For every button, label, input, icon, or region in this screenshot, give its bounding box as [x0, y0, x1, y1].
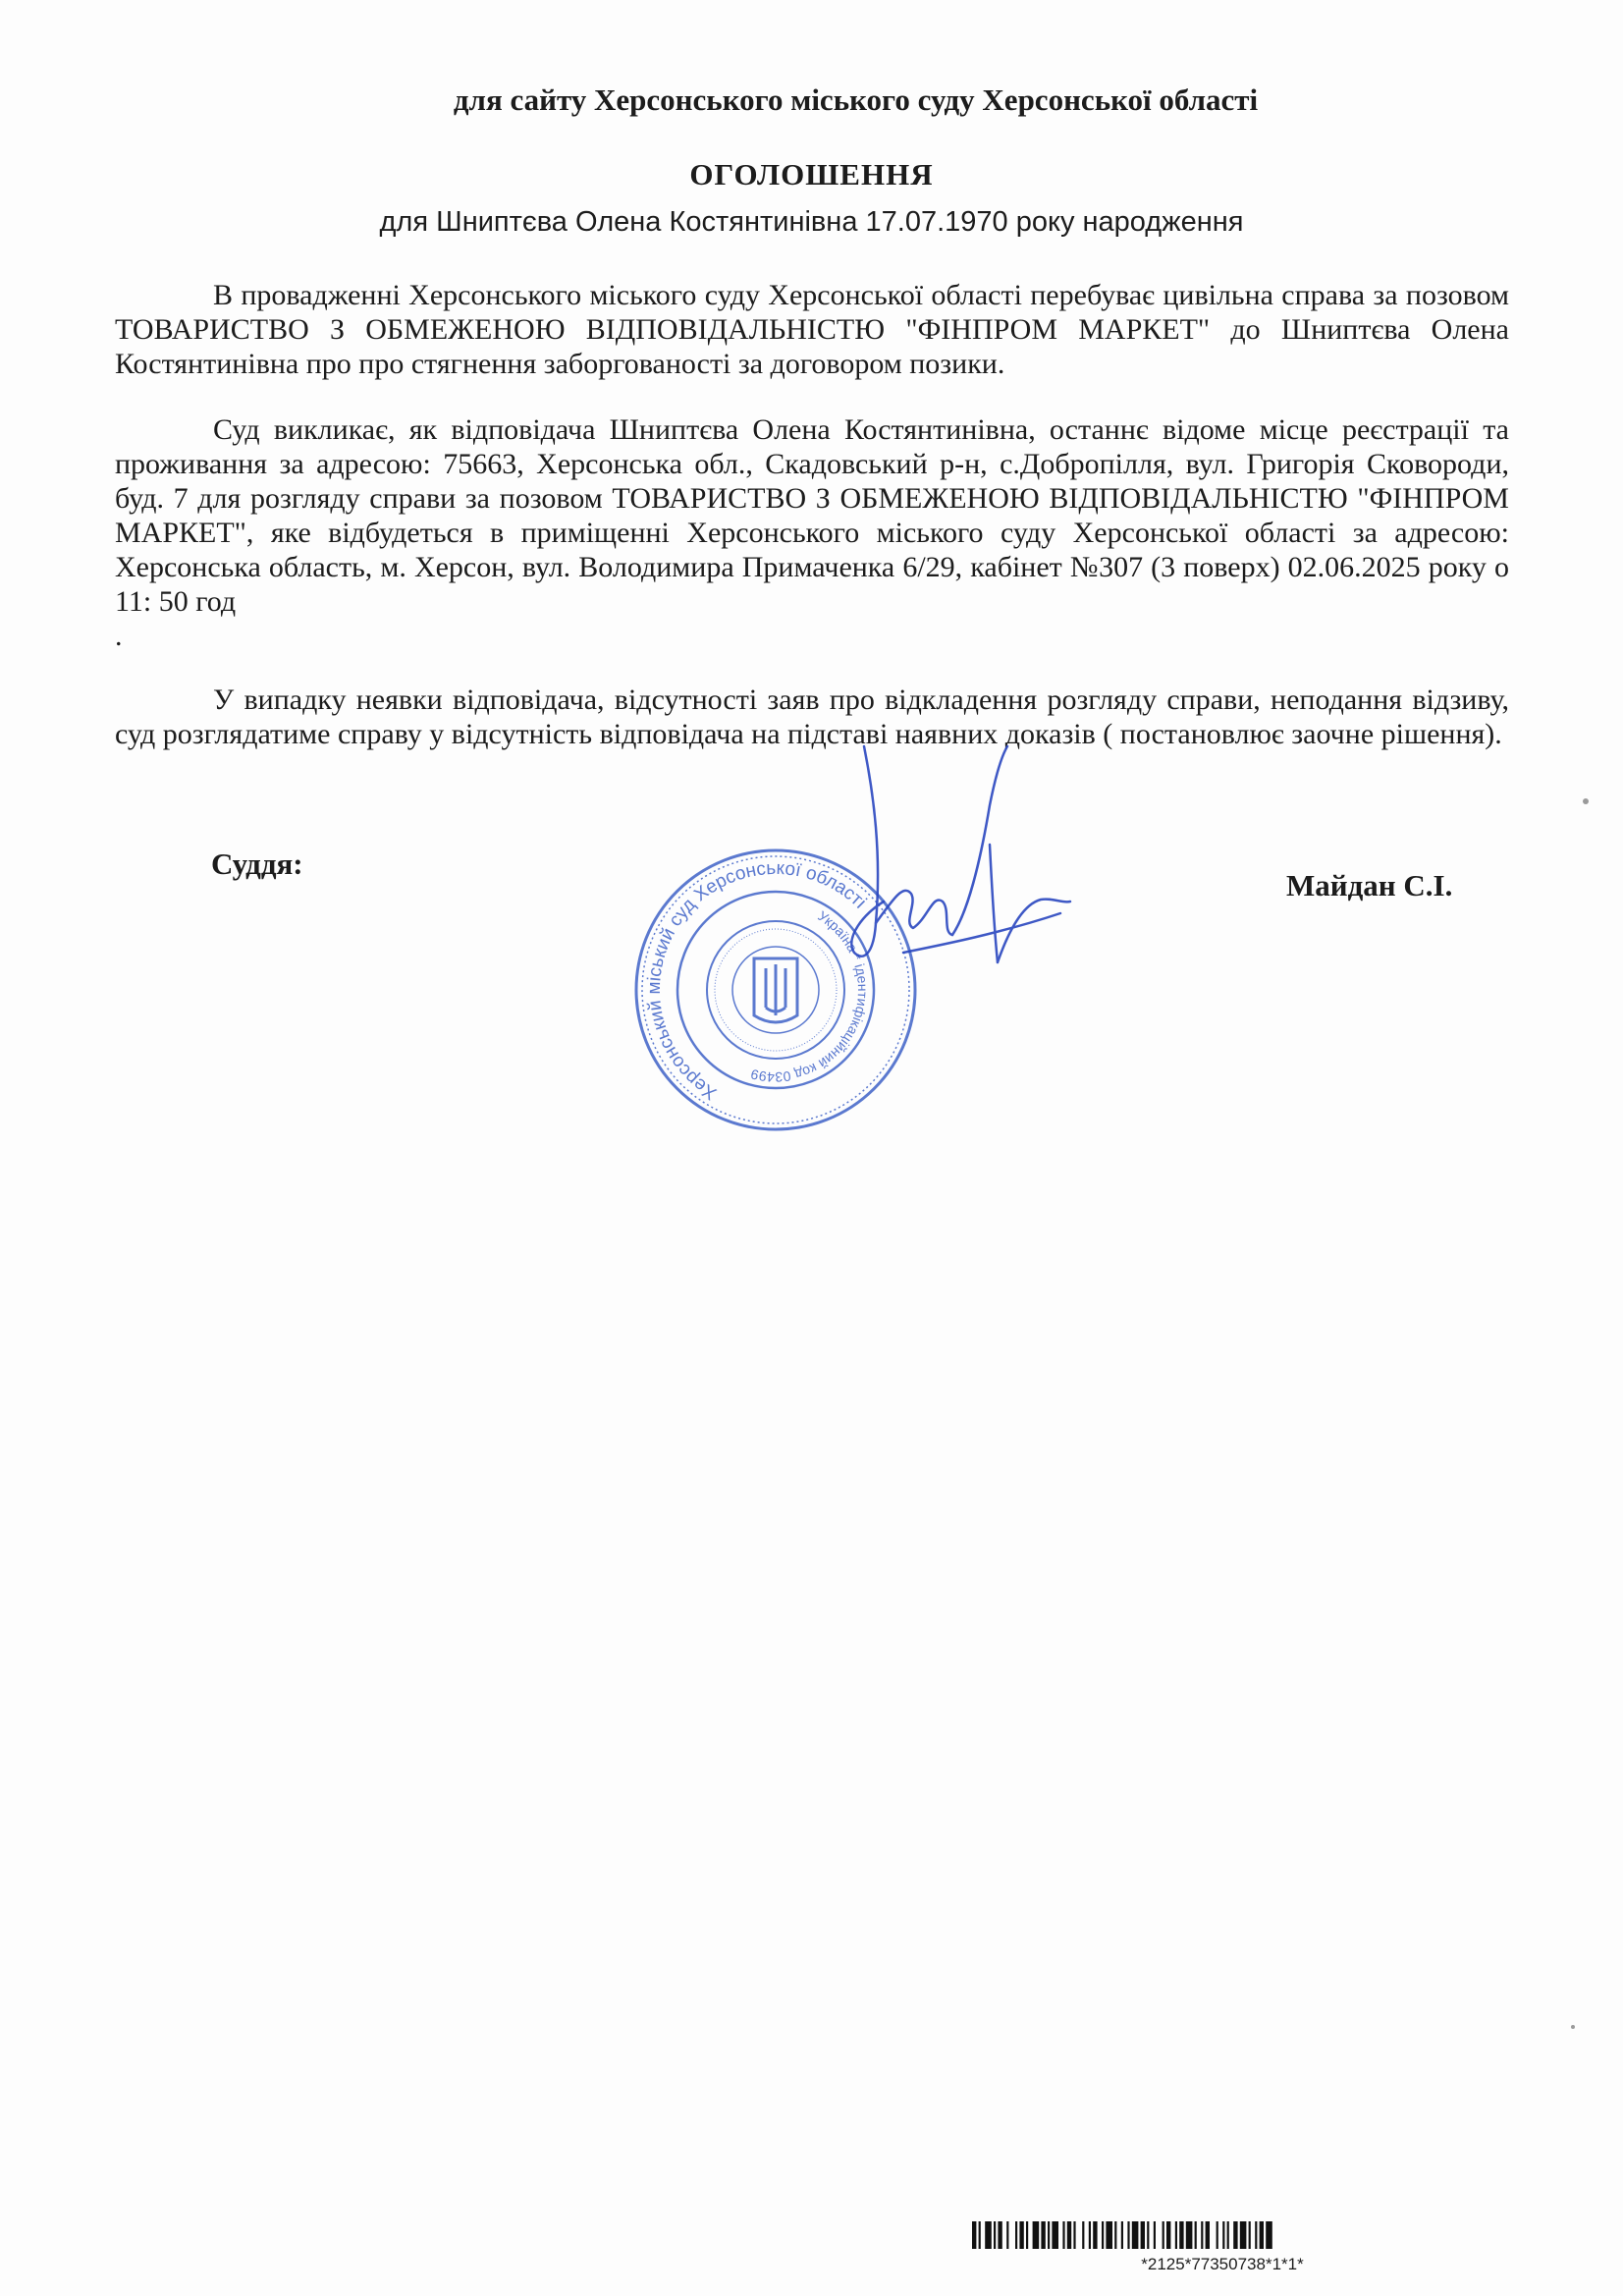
barcode-bar [1102, 2221, 1104, 2249]
barcode-bar [1132, 2221, 1139, 2249]
notice-subtitle: для Шниптєва Олена Костянтинівна 17.07.1970 року народження [379, 206, 1244, 238]
scan-speck [1583, 798, 1589, 804]
barcode-bar [1062, 2221, 1064, 2249]
barcode-bar [972, 2221, 976, 2249]
barcode-bar [1048, 2221, 1050, 2249]
barcode-bar [1166, 2221, 1170, 2249]
barcode-bar [1141, 2221, 1145, 2249]
paragraph-text: У випадку неявки відповідача, відсутності заяв про відкладення розгляду справи, неподання відзиву, суд розглядатиме справу у відсутність відповідача на підставі наявних доказів ( постановлює заочне рішення). [115, 683, 1509, 750]
barcode-bar [1073, 2221, 1075, 2249]
paragraph-text: В провадженні Херсонського міського суду Херсонської області перебуває цивільна справа за позовом ТОВАРИСТВО З ОБМЕЖЕНОЮ ВІДПОВІДАЛЬНІСТЮ "ФІНПРОМ МАРКЕТ" до Шниптєва Олена Костянтинівна про про стягнення заборгованості за договором позики. [115, 279, 1509, 380]
barcode-bar [1082, 2221, 1084, 2249]
barcode-bar [1154, 2221, 1156, 2249]
barcode-bar [1206, 2221, 1210, 2249]
judge-signature [805, 727, 1080, 1021]
scan-speck [1571, 2025, 1575, 2029]
barcode-bar [1227, 2221, 1229, 2249]
barcode-bar [1106, 2221, 1112, 2249]
paragraph-case-info [115, 278, 1509, 381]
barcode-bar [1222, 2221, 1224, 2249]
paragraph-text: Суд викликає, як відповідача Шниптєва Олена Костянтинівна, останнє відоме місце реєстрації та проживання за адресою: 75663, Херсонська обл., Скадовський р-н, с.Добропілля, вул. Григорія Сковороди, буд. 7 для розгляду справи за позовом ТОВАРИСТВО З ОБМЕЖЕНОЮ ВІДПОВІДАЛЬНІСТЮ "ФІНПРОМ МАРКЕТ", яке відбудеться в приміщенні Херсонського міського суду Херсонської області за адресою: Херсонська область, м. Херсон, вул. Володимира Примаченка 6/29, кабінет №307 (3 поверх) 02.06.2025 року о 11: 50 год [115, 413, 1509, 618]
trailing-dot: . [115, 620, 123, 652]
barcode-bar [1127, 2221, 1129, 2249]
seal-outer-text: Херсонський міський суд Херсонської області [643, 857, 871, 1104]
barcode-bar [1201, 2221, 1203, 2249]
barcode-number: *2125*77350738*1*1* [1141, 2255, 1304, 2273]
judge-label: Суддя: [211, 847, 303, 881]
barcode-bar [994, 2221, 996, 2249]
barcode-bar [1249, 2221, 1251, 2249]
barcode-bar [1233, 2221, 1237, 2249]
barcode-bar [1121, 2221, 1123, 2249]
barcode-bar [998, 2221, 1001, 2249]
barcode-bar [1163, 2221, 1164, 2249]
barcode-bar [1179, 2221, 1183, 2249]
document-barcode [972, 2221, 1473, 2280]
barcode-bar [1186, 2221, 1193, 2249]
trident-emblem-icon [754, 958, 797, 1022]
barcode-bar [979, 2221, 981, 2249]
seal-inner-text: Україна * ідентифікаційний код 03499 [748, 907, 872, 1086]
barcode-bar [1015, 2221, 1017, 2249]
barcode-bar [1093, 2221, 1097, 2249]
barcode-bar [1175, 2221, 1177, 2249]
notice-title: ОГОЛОШЕННЯ [689, 157, 934, 191]
barcode-bar [1089, 2221, 1091, 2249]
judge-name: Майдан С.І. [1286, 868, 1453, 902]
barcode-bar [1026, 2221, 1028, 2249]
barcode-bar [1266, 2221, 1272, 2249]
barcode-bar [1019, 2221, 1023, 2249]
barcode-bar [1255, 2221, 1257, 2249]
barcode-bar [1033, 2221, 1040, 2249]
barcode-bar [1114, 2221, 1116, 2249]
barcode-bar [1240, 2221, 1247, 2249]
barcode-bar [1195, 2221, 1197, 2249]
barcode-bar [1217, 2221, 1218, 2249]
barcode-icon [972, 2221, 1473, 2249]
paragraph-summons [115, 412, 1509, 653]
court-header: для сайту Херсонського міського суду Херсонської області [453, 82, 1259, 117]
barcode-bar [1260, 2221, 1264, 2249]
barcode-bar [1041, 2221, 1045, 2249]
barcode-bar [1067, 2221, 1071, 2249]
barcode-bar [1006, 2221, 1008, 2249]
barcode-bar [1147, 2221, 1149, 2249]
barcode-bar [985, 2221, 992, 2249]
barcode-bar [1052, 2221, 1058, 2249]
